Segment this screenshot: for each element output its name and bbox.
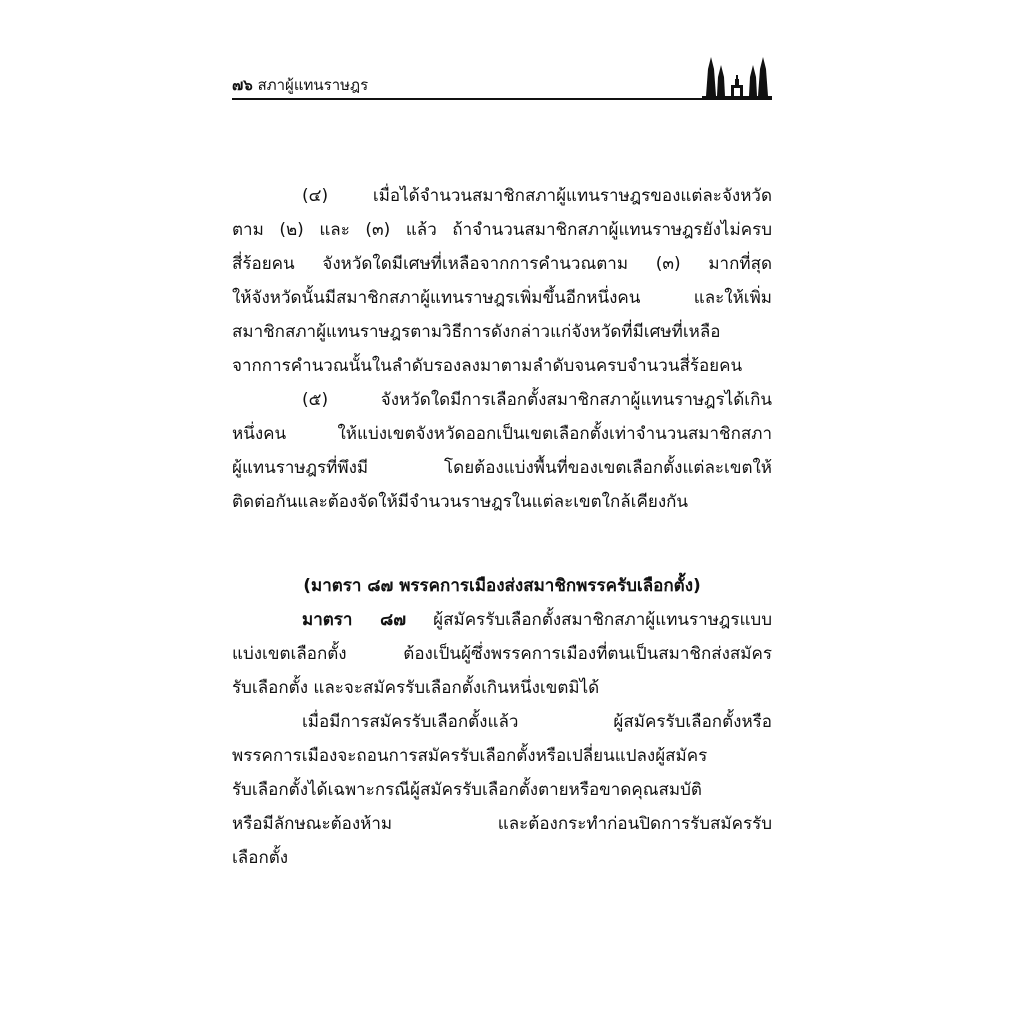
section-spacer — [232, 519, 772, 569]
page-header — [232, 55, 772, 101]
paragraph-line: จากการคำนวณนั้นในลำดับรองลงมาตามลำดับจนครบจำนวนสี่ร้อยคน — [232, 356, 743, 376]
paragraph-line: เลือกตั้ง — [232, 848, 289, 868]
paragraph-line: (๕) จังหวัดใดมีการเลือกตั้งสมาชิกสภาผู้แทนราษฎรได้เกิน — [302, 390, 772, 410]
paragraph-line: เมื่อมีการสมัครรับเลือกตั้งแล้ว ผู้สมัครรับเลือกตั้งหรือ — [302, 712, 772, 732]
paragraph-line: (๔) เมื่อได้จำนวนสมาชิกสภาผู้แทนราษฎรของแต่ละจังหวัด — [302, 186, 772, 206]
paragraph-line: รับเลือกตั้ง และจะสมัครรับเลือกตั้งเกินหนึ่งเขตมิได้ — [232, 678, 600, 698]
page-content — [232, 179, 772, 875]
paragraph-line: แบ่งเขตเลือกตั้ง ต้องเป็นผู้ซึ่งพรรคการเมืองที่ตนเป็นสมาชิกส่งสมัคร — [232, 644, 772, 664]
paragraph-line: สมาชิกสภาผู้แทนราษฎรตามวิธีการดังกล่าวแก่จังหวัดที่มีเศษที่เหลือ — [232, 322, 721, 342]
paragraph-line: สี่ร้อยคน จังหวัดใดมีเศษที่เหลือจากการคำนวณตาม (๓) มากที่สุด — [232, 254, 772, 274]
page-number: ๗๖ — [232, 76, 253, 94]
section-text: ผู้สมัครรับเลือกตั้งสมาชิกสภาผู้แทนราษฎรแบบ — [406, 610, 772, 630]
paragraph-line: หรือมีลักษณะต้องห้าม และต้องกระทำก่อนปิดการรับสมัครรับ — [232, 814, 772, 834]
democracy-monument-icon — [702, 55, 772, 100]
paragraph-line: พรรคการเมืองจะถอนการสมัครรับเลือกตั้งหรือเปลี่ยนแปลงผู้สมัคร — [232, 746, 708, 766]
paragraph-line: ตาม (๒) และ (๓) แล้ว ถ้าจำนวนสมาชิกสภาผู้แทนราษฎรยังไม่ครบ — [232, 220, 772, 240]
header-text — [232, 76, 368, 94]
running-title: สภาผู้แทนราษฎร — [257, 76, 369, 94]
paragraph-line: หนึ่งคน ให้แบ่งเขตจังหวัดออกเป็นเขตเลือกตั้งเท่าจำนวนสมาชิกสภา — [232, 424, 772, 444]
header-rule — [232, 98, 772, 100]
section-heading: (มาตรา ๘๗ พรรคการเมืองส่งสมาชิกพรรครับเลือกตั้ง) — [303, 576, 701, 596]
paragraph-line: ผู้แทนราษฎรที่พึงมี โดยต้องแบ่งพื้นที่ของเขตเลือกตั้งแต่ละเขตให้ — [232, 458, 772, 478]
paragraph-line: ให้จังหวัดนั้นมีสมาชิกสภาผู้แทนราษฎรเพิ่มขึ้นอีกหนึ่งคน และให้เพิ่ม — [232, 288, 772, 308]
paragraph-line: รับเลือกตั้งได้เฉพาะกรณีผู้สมัครรับเลือกตั้งตายหรือขาดคุณสมบัติ — [232, 780, 702, 800]
paragraph-line: ติดต่อกันและต้องจัดให้มีจำนวนราษฎรในแต่ละเขตใกล้เคียงกัน — [232, 492, 689, 512]
section-label: มาตรา ๘๗ — [302, 610, 407, 630]
paragraph-line — [232, 603, 772, 637]
